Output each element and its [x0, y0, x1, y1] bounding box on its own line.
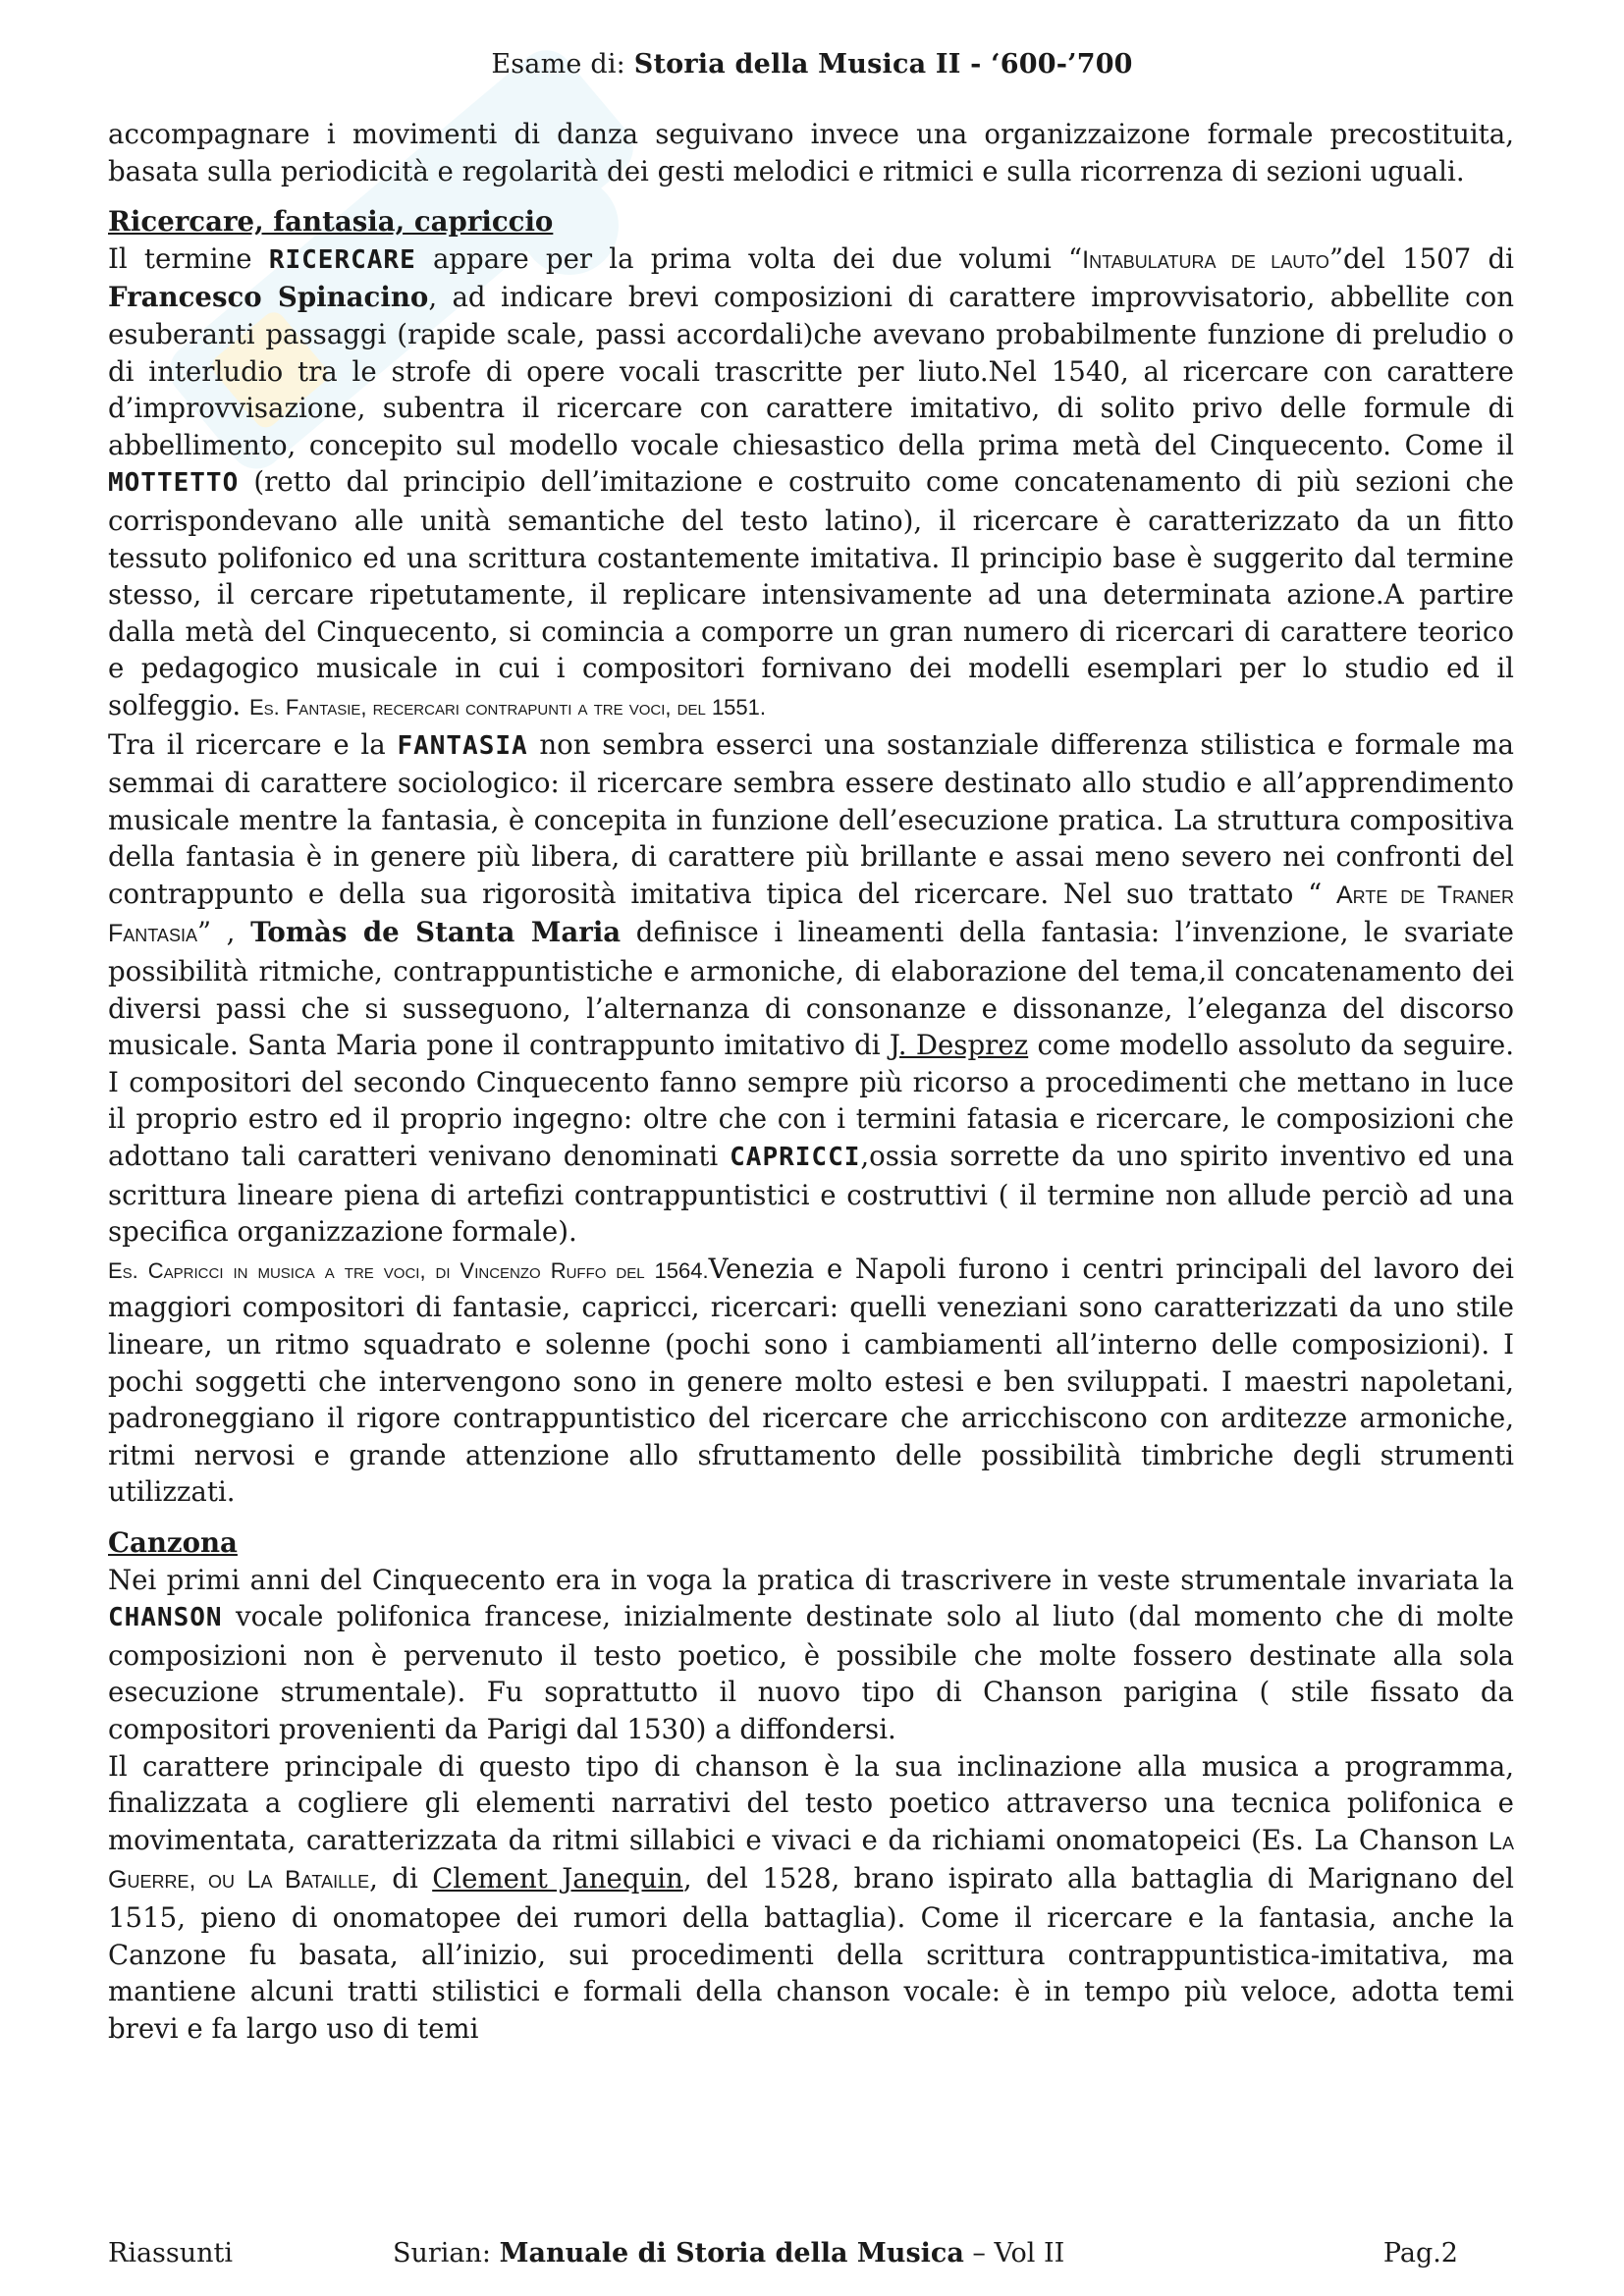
text-run: non sembra esserci una sostanziale differenza stilistica e formale ma semmai di carattere sociologico: il ricercare sembra essere destinato allo studio e all’apprendimento musicale mentre la fantasia, è concepita in funzione dell’esecuzione pratica. La struttura compositiva della fantasia è in genere più libera, di carattere più brillante e assai meno severo nei confronti del contrappunto e della sua rigorosità imitativa tipica del ricercare. Nel suo trattato “ — [108, 727, 1515, 910]
text-run: vocale polifonica francese, inizialmente destinate solo al liuto (dal momento che di molte composizioni non è pervenuto il testo poetico, è possibile che molte fossero destinate alla sola esecuzione strumentale). Fu soprattutto il nuovo tipo di Chanson parigina ( stile fissato da compositori provenienti da Parigi dal 1530) a diffondersi. — [108, 1600, 1514, 1745]
footer-book — [393, 2234, 1064, 2273]
name-spinacino: Francesco Spinacino — [108, 281, 429, 314]
title-la-guerre: La Guerre, ou La Bataille — [108, 1827, 1514, 1895]
example-capricci: Es. Capricci in musica a tre voci, di Vincenzo Ruffo del 1564. — [108, 1257, 709, 1283]
keyword-mottetto: MOTTETTO — [108, 468, 240, 499]
text-run: Il carattere principale di questo tipo di chanson è la sua inclinazione alla musica a programma, finalizzata a cogliere gli elementi narrativi del testo poetico attraverso una tecnica polifonica e movimentata, caratterizzata da ritmi sillabici e vivaci e da richiami onomatopeici (Es. La Chanson — [108, 1749, 1514, 1856]
name-santa-maria: Tomàs de Stanta Maria — [250, 916, 622, 949]
text-run: , ad indicare brevi composizioni di carattere improvvisatorio, abbellite con esuberanti passaggi (rapide scale, passi accordali)che avevano probabilmente funzione di preludio o di interludio tra le strofe di opere vocali trascritte per liuto.Nel 1540, al ricercare con carattere d’improvvisazione, subentra il ricercare con carattere imitativo, di solito privo delle formule di abbellimento, concepito sul modello vocale chiesastico della prima metà del Cinquecento. Come il — [108, 281, 1514, 461]
name-desprez: J. Desprez — [889, 1029, 1029, 1062]
document-body — [108, 116, 1514, 2047]
header-course: Storia della Musica II - ‘600-’700 — [633, 49, 1133, 80]
text-run: ” , — [196, 916, 251, 949]
name-janequin: Clement Janequin — [432, 1862, 683, 1896]
page-header — [0, 45, 1624, 84]
section-title-canzona: Canzona — [108, 1525, 238, 1559]
title-arte-fantasia: Arte de Traner Fantasia — [108, 881, 1515, 948]
text-run: appare per la prima volta dei due volumi “ — [415, 241, 1083, 275]
footer-book-title: Manuale di Storia della Musica — [499, 2238, 964, 2269]
paragraph-fantasia — [108, 726, 1514, 1251]
paragraph-chanson — [108, 1562, 1514, 1748]
text-run: ”del 1507 di — [1328, 241, 1514, 275]
intro-continuation: accompagnare i movimenti di danza seguivano invece una organizzaizone formale precostituita, basata sulla periodicità e regolarità dei gesti melodici e ritmici e sulla ricorrenza di sezioni uguali. — [108, 118, 1514, 187]
text-run: , di — [369, 1862, 433, 1896]
footer-left: Riassunti — [108, 2238, 234, 2269]
section-title-ricercare: Ricercare, fantasia, capriccio — [108, 205, 554, 239]
paragraph-programma — [108, 1748, 1514, 2048]
keyword-ricercare: RICERCARE — [268, 244, 416, 275]
keyword-chanson: CHANSON — [108, 1603, 223, 1633]
title-intabulatura: Intabulatura de lauto — [1082, 245, 1329, 274]
header-prefix: Esame di: — [491, 49, 634, 80]
example-fantasie: Es. Fantasie, recercari contrapunti a tre voci, del 1551. — [248, 694, 766, 720]
keyword-capricci: CAPRICCI — [730, 1143, 861, 1173]
text-run: Il termine — [108, 241, 269, 275]
text-run: , del 1528, brano ispirato alla battaglia di Marignano del 1515, pieno di onomatopee dei rumori della battaglia). Come il ricercare e la fantasia, anche la Canzone fu basata, all’inizio, sui procedimenti della scrittura contrappuntistica-imitativa, ma mantiene alcuni tratti stilistici e formali della chanson vocale: è in tempo più veloce, adotta temi brevi e fa largo uso di temi — [108, 1862, 1514, 2045]
text-run: Venezia e Napoli furono i centri principali del lavoro dei maggiori compositori di fantasie, capricci, ricercari: quelli veneziani sono caratterizzati da uno stile lineare, un ritmo squadrato e solenne (pochi sono i cambiamenti all’interno delle composizioni). I pochi soggetti che intervengono sono in genere molto estesi e ben sviluppati. I maestri napoletani, padroneggiano il rigore contrappuntistico del ricercare che arricchiscono con arditezze armoniche, ritmi nervosi e grande attenzione allo sfruttamento delle possibilità timbriche degli strumenti utilizzati. — [108, 1252, 1514, 1509]
keyword-fantasia: FANTASIA — [397, 730, 528, 761]
text-run: ,ossia sorrette da uno spirito inventivo ed una scrittura lineare piena di artefizi contrappuntistici e costruttivi ( il termine non allude perciò ad una specifica organizzazione formale). — [108, 1140, 1514, 1249]
footer-author: Surian: — [393, 2238, 500, 2269]
text-run: Tra il ricercare e la — [108, 727, 398, 761]
text-run: (retto dal principio dell’imitazione e costruito come concatenamento di più sezioni che corrispondevano alle unità semantiche del testo latino), il ricercare è caratterizzato da un fitto tessuto polifonico ed una scrittura costantemente imitativa. Il principio base è suggerito dal termine stesso, il cercare ripetutamente, il replicare intensivamente ad una determinata azione.A partire dalla metà del Cinquecento, si comincia a comporre un gran numero di ricercari di carattere teorico e pedagogico musicale in cui i compositori fornivano dei modelli esemplari per lo studio ed il solfeggio. — [108, 465, 1514, 721]
paragraph-venezia-napoli — [108, 1251, 1514, 1511]
text-run: definisce i lineamenti della fantasia: l’invenzione, le svariate possibilità ritmiche, contrappuntistiche e armoniche, di elaborazione del tema,il concatenamento dei diversi passi che si susseguono, l’alternanza di consonanze e dissonanze, l’eleganza del discorso musicale. Santa Maria pone il contrappunto imitativo di — [108, 916, 1514, 1062]
text-run: come modello assoluto da seguire. I compositori del secondo Cinquecento fanno sempre più ricorso a procedimenti che mettano in luce il proprio estro ed il proprio ingegno: oltre che con i termini fatasia e ricercare, le composizioni che adottano tali caratteri venivano denominati — [108, 1029, 1514, 1173]
page-number: Pag.2 — [1382, 2238, 1458, 2269]
paragraph-ricercare — [108, 240, 1514, 726]
footer-volume: – Vol II — [963, 2238, 1065, 2269]
text-run: Nei primi anni del Cinquecento era in voga la pratica di trascrivere in veste strumentale invariata la — [108, 1563, 1514, 1596]
